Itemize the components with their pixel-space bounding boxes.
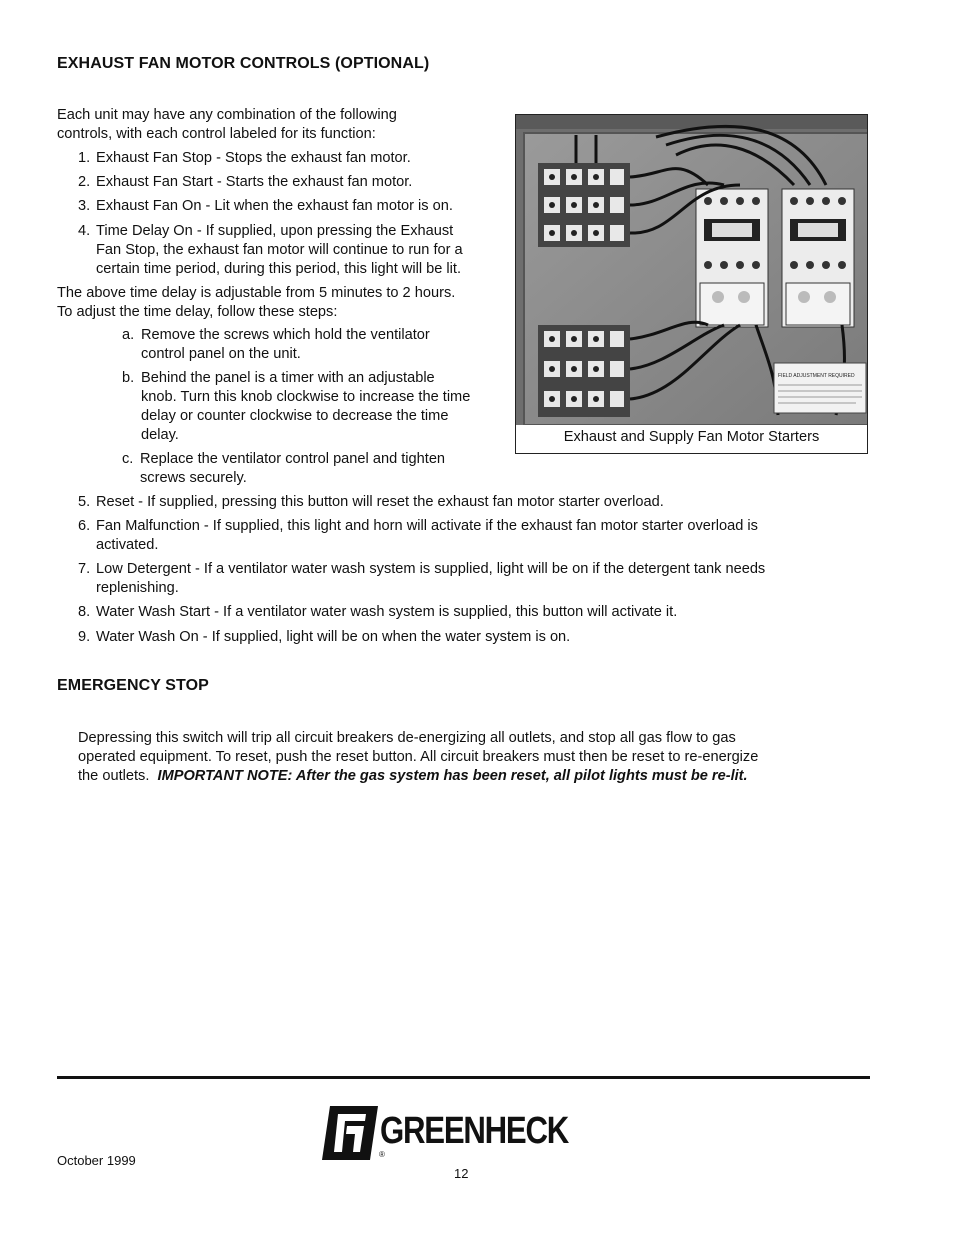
step-item [122, 326, 522, 364]
terminal-block-top [538, 163, 630, 247]
section-heading-emergency-stop: EMERGENCY STOP [57, 677, 209, 694]
item-text: Low Detergent - If a ventilator water wash system is supplied, light will be on if the detergent tank needs [96, 561, 766, 577]
step-letter: a. [122, 327, 135, 343]
step-letter: c. [122, 451, 134, 467]
greenheck-logo [320, 1104, 590, 1164]
item-text: Time Delay On - If supplied, upon pressing the Exhaust [96, 223, 454, 239]
list-item [78, 222, 518, 279]
contactor-left [696, 189, 768, 327]
label-plate-text: FIELD ADJUSTMENT REQUIRED [778, 373, 855, 379]
item-number: 2. [78, 174, 91, 190]
item-number: 5. [78, 494, 91, 510]
item-number: 1. [78, 150, 91, 166]
item-text: activated. [96, 537, 159, 553]
paragraph-line: operated equipment. To reset, push the reset button. All circuit breakers must then be reset to re-energize [78, 749, 759, 765]
step-text: screws securely. [140, 470, 247, 486]
paragraph-text: the outlets. [78, 768, 150, 784]
list-item [78, 517, 878, 555]
item-text: Fan Malfunction - If supplied, this light and horn will activate if the exhaust fan motor starter overload is [96, 518, 758, 534]
terminal-block-bottom [538, 325, 630, 417]
photo-caption: Exhaust and Supply Fan Motor Starters [563, 429, 820, 445]
important-note: IMPORTANT NOTE: After the gas system has been reset, all pilot lights must be re-lit. [157, 768, 748, 784]
item-number: 3. [78, 198, 91, 214]
item-number: 6. [78, 518, 91, 534]
intro-text [57, 106, 397, 144]
step-text: Replace the ventilator control panel and tighten [140, 451, 446, 467]
item-number: 7. [78, 561, 91, 577]
greenheck-logo-icon [320, 1104, 378, 1162]
item-number: 4. [78, 223, 91, 239]
item-text: Water Wash Start - If a ventilator water wash system is supplied, this button will activate it. [96, 604, 678, 620]
list-item [78, 149, 518, 168]
paragraph-line [78, 767, 878, 786]
footer-divider [57, 1076, 870, 1079]
brand-name: GREENHECK [380, 1110, 569, 1152]
delay-line: The above time delay is adjustable from 5 minutes to 2 hours. [57, 285, 456, 301]
item-text: Reset - If supplied, pressing this button will reset the exhaust fan motor starter overload. [96, 494, 664, 510]
delay-text [57, 284, 455, 322]
step-text: Behind the panel is a timer with an adjustable [141, 370, 435, 386]
step-item [122, 369, 522, 445]
motor-starters-photo [515, 114, 868, 454]
item-text: Fan Stop, the exhaust fan motor will continue to run for a [96, 242, 463, 258]
intro-line: controls, with each control labeled for its function: [57, 126, 376, 142]
paragraph-line: Depressing this switch will trip all circuit breakers de-energizing all outlets, and stop all gas flow to gas [78, 730, 736, 746]
step-item [122, 450, 522, 488]
item-text: Exhaust Fan Start - Starts the exhaust fan motor. [96, 174, 413, 190]
list-item [78, 197, 518, 216]
list-item [78, 603, 878, 622]
step-letter: b. [122, 370, 135, 386]
item-text: Exhaust Fan Stop - Stops the exhaust fan motor. [96, 150, 411, 166]
item-number: 8. [78, 604, 91, 620]
item-text: Water Wash On - If supplied, light will be on when the water system is on. [96, 629, 571, 645]
step-text: control panel on the unit. [141, 346, 301, 362]
list-item [78, 560, 878, 598]
registered-mark: ® [379, 1150, 385, 1159]
item-number: 9. [78, 629, 91, 645]
step-text: Remove the screws which hold the ventilator [141, 327, 430, 343]
delay-line: To adjust the time delay, follow these steps: [57, 304, 338, 320]
step-text: delay or counter clockwise to decrease the time [141, 408, 449, 424]
step-text: delay. [141, 427, 179, 443]
intro-line: Each unit may have any combination of the following [57, 107, 397, 123]
list-item [78, 628, 878, 647]
item-text: Exhaust Fan On - Lit when the exhaust fan motor is on. [96, 198, 453, 214]
emergency-stop-text [78, 729, 878, 786]
section-heading-exhaust-fan: EXHAUST FAN MOTOR CONTROLS (OPTIONAL) [57, 55, 430, 72]
list-item [78, 493, 878, 512]
item-text: replenishing. [96, 580, 179, 596]
motor-starters-illustration [516, 115, 868, 425]
item-text: certain time period, during this period, this light will be lit. [96, 261, 462, 277]
page-number: 12 [454, 1166, 469, 1181]
footer-date: October 1999 [57, 1153, 136, 1168]
contactor-right [782, 189, 854, 327]
step-text: knob. Turn this knob clockwise to increase the time [141, 389, 471, 405]
list-item [78, 173, 518, 192]
